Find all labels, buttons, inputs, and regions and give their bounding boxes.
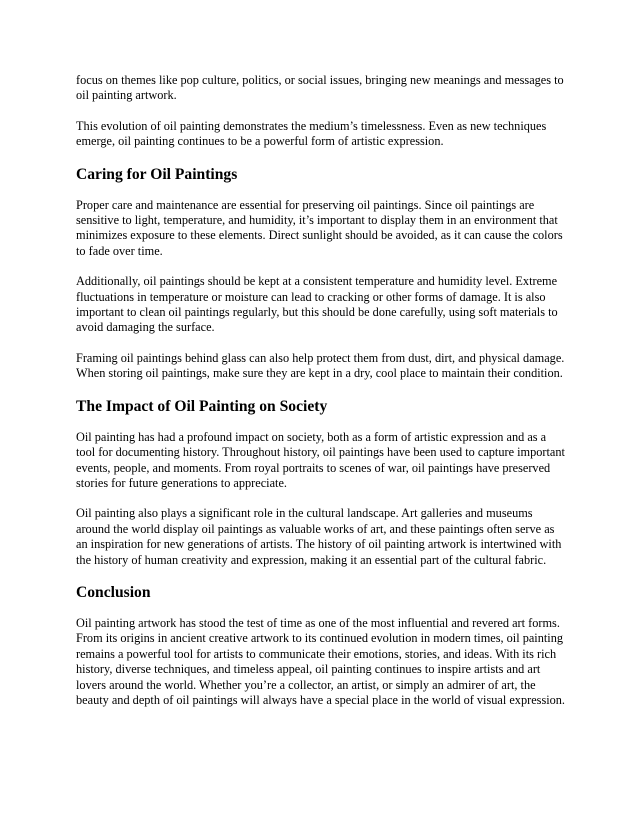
section-heading-impact: The Impact of Oil Painting on Society xyxy=(76,397,328,415)
caring-paragraph-3: Framing oil paintings behind glass can also help protect them from dust, dirt, and physical damage. When storing oil paintings, make sure they are kept in a dry, cool place to maintain their condition. xyxy=(76,350,565,381)
impact-paragraph-1: Oil painting has had a profound impact on society, both as a form of artistic expression and as a tool for documenting history. Throughout history, oil paintings have been used to capture important events, people, and moments. From royal portraits to scenes of war, oil paintings have preserved stories for future generations to appreciate. xyxy=(76,429,565,490)
conclusion-paragraph-1: Oil painting artwork has stood the test of time as one of the most influential and revered art forms. From its origins in ancient creative artwork to its continued evolution in modern times, oil painting remains a powerful tool for artists to communicate their emotions, stories, and ideas. With its rich history, diverse techniques, and timeless appeal, oil painting continues to inspire artists and art lovers around the world. Whether you’re a collector, an artist, or simply an admirer of art, the beauty and depth of oil paintings will always have a special place in the world of visual expression. xyxy=(76,615,566,707)
impact-paragraph-2: Oil painting also plays a significant role in the cultural landscape. Art galleries and museums around the world display oil paintings as valuable works of art, and these paintings often serve as an inspiration for new generations of artists. The history of oil painting artwork is intertwined with the history of human creativity and expression, making it an essential part of the cultural fabric. xyxy=(76,506,562,567)
section-heading-conclusion: Conclusion xyxy=(76,583,151,601)
intro-paragraph-2: This evolution of oil painting demonstrates the medium’s timelessness. Even as new techniques emerge, oil painting continues to be a powerful form of artistic expression. xyxy=(76,118,547,149)
section-heading-caring: Caring for Oil Paintings xyxy=(76,165,238,183)
intro-paragraph-1: focus on themes like pop culture, politics, or social issues, bringing new meanings and messages to oil painting artwork. xyxy=(76,73,564,103)
document-page xyxy=(76,73,566,723)
caring-paragraph-2: Additionally, oil paintings should be kept at a consistent temperature and humidity level. Extreme fluctuations in temperature or moisture can lead to cracking or other forms of damage. It is also important to clean oil paintings regularly, but this should be done carefully, using soft materials to avoid damaging the surface. xyxy=(76,274,558,335)
caring-paragraph-1: Proper care and maintenance are essential for preserving oil paintings. Since oil paintings are sensitive to light, temperature, and humidity, it’s important to display them in an environment that minimizes exposure to these elements. Direct sunlight should be avoided, as it can cause the colors to fade over time. xyxy=(76,197,563,258)
